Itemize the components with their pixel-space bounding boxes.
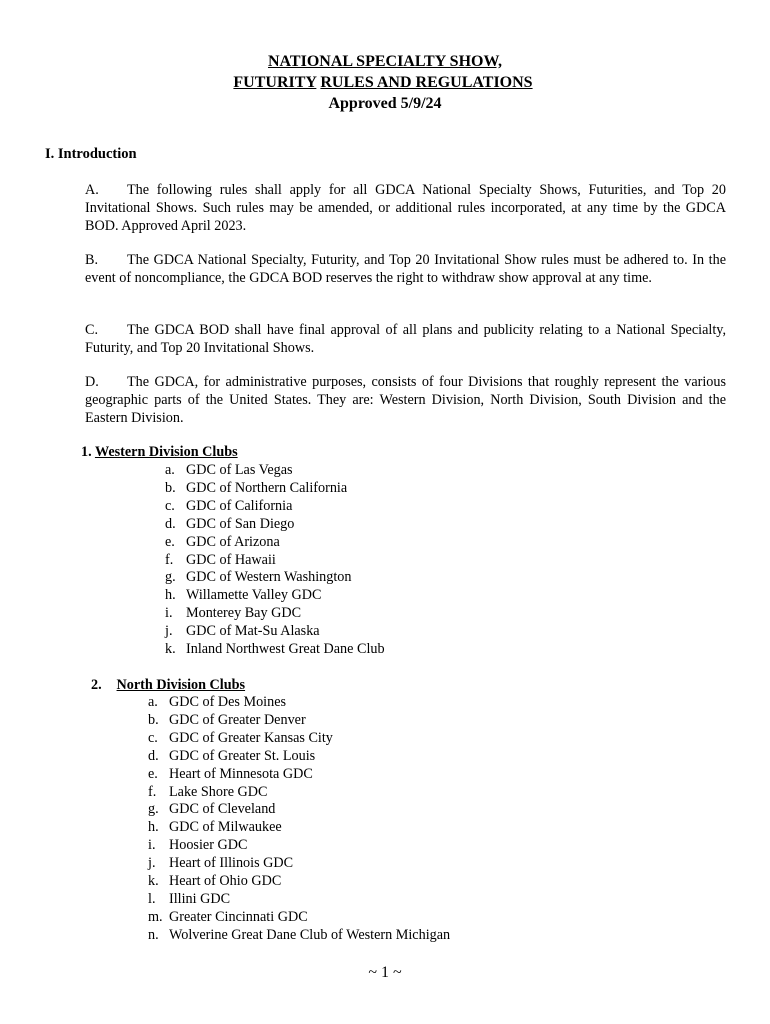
club-name: GDC of Mat-Su Alaska	[186, 623, 320, 640]
club-item-letter: c.	[165, 497, 175, 514]
club-name: Hoosier GDC	[169, 837, 248, 854]
club-item-letter: f.	[148, 783, 157, 800]
paragraph-c	[85, 322, 726, 358]
club-name: Willamette Valley GDC	[186, 587, 322, 604]
club-item-letter: a.	[148, 694, 158, 710]
club-name: GDC of Greater St. Louis	[169, 747, 316, 764]
club-list-item	[148, 784, 450, 802]
club-item-letter: a.	[165, 462, 175, 478]
club-item-letter: n.	[148, 926, 159, 943]
club-item-letter: d.	[148, 747, 159, 764]
north-division-number: 2.	[91, 677, 102, 693]
club-item-letter: e.	[148, 765, 158, 782]
club-item-letter: l.	[148, 890, 156, 907]
club-list-item	[148, 819, 450, 837]
club-name: GDC of Greater Denver	[169, 711, 306, 728]
club-name: GDC of San Diego	[186, 515, 295, 532]
club-item-letter: e.	[165, 533, 175, 550]
club-name: GDC of Des Moines	[169, 694, 287, 710]
page-number: ~ 1 ~	[368, 964, 402, 981]
document-title-line1: NATIONAL SPECIALTY SHOW,	[268, 53, 502, 70]
club-list-item	[148, 873, 450, 891]
club-list-item	[148, 855, 450, 873]
club-list-item	[165, 480, 385, 498]
club-name: GDC of Las Vegas	[186, 462, 293, 478]
paragraph-text: The following rules shall apply for all GDCA National Specialty Shows, Futurities, and Top 20 Invitational Shows. Such rules may be amended, or additional rules incorporated, at any time by the GDCA BOD. Approved April 2023.	[85, 182, 726, 234]
club-list-item	[165, 498, 385, 516]
club-item-letter: b.	[148, 711, 159, 728]
document-title-line2	[0, 73, 770, 93]
club-list-item	[165, 623, 385, 641]
paragraph-label: B.	[85, 252, 99, 268]
section-heading-introduction: I. Introduction	[45, 146, 137, 162]
paragraph-text: The GDCA, for administrative purposes, consists of four Divisions that roughly represent the various geographic parts of the United States. They are: Western Division, North Division, South Division and the Eastern Division.	[85, 374, 726, 426]
club-list-item	[165, 569, 385, 587]
western-division-number: 1.	[81, 444, 92, 460]
paragraph-d	[85, 374, 726, 427]
club-name: Wolverine Great Dane Club of Western Michigan	[169, 926, 451, 943]
club-name: GDC of Greater Kansas City	[169, 729, 333, 746]
club-item-letter: g.	[165, 569, 176, 586]
club-list-item	[148, 909, 450, 927]
club-item-letter: b.	[165, 479, 176, 496]
club-name: GDC of Western Washington	[186, 569, 352, 586]
club-list-item	[148, 766, 450, 784]
club-name: Monterey Bay GDC	[186, 605, 302, 622]
club-item-letter: h.	[165, 587, 176, 604]
club-item-letter: i.	[165, 605, 173, 622]
paragraph-label: D.	[85, 374, 99, 390]
paragraph-b	[85, 252, 726, 288]
club-list-item	[148, 891, 450, 909]
club-item-letter: j.	[148, 855, 156, 872]
north-division-title: North Division Clubs	[116, 677, 246, 693]
club-list-item	[165, 534, 385, 552]
club-name: Heart of Illinois GDC	[169, 855, 294, 872]
document-approval-date: Approved 5/9/24	[328, 95, 442, 112]
paragraph-label: C.	[85, 322, 99, 338]
club-list-item	[148, 730, 450, 748]
club-item-letter: k.	[165, 641, 176, 658]
club-list-item	[165, 462, 385, 480]
paragraph-text: The GDCA BOD shall have final approval of all plans and publicity relating to a National Specialty, Futurity, and Top 20 Invitational Shows.	[85, 322, 726, 356]
western-division-heading	[81, 444, 238, 461]
club-item-letter: g.	[148, 801, 159, 818]
club-list-item	[148, 748, 450, 766]
club-item-letter: c.	[148, 729, 158, 746]
club-item-letter: m.	[148, 908, 163, 925]
club-item-letter: k.	[148, 873, 159, 890]
title-futurity: FUTURITY	[233, 74, 317, 91]
paragraph-label: A.	[85, 182, 99, 198]
club-name: GDC of California	[186, 497, 293, 514]
club-name: GDC of Arizona	[186, 533, 280, 550]
club-name: Illini GDC	[169, 890, 231, 907]
club-name: GDC of Cleveland	[169, 801, 276, 818]
club-name: Heart of Minnesota GDC	[169, 765, 313, 782]
club-item-letter: j.	[165, 623, 173, 640]
paragraph-a	[85, 182, 726, 235]
club-list-item	[148, 837, 450, 855]
club-name: GDC of Milwaukee	[169, 819, 282, 836]
club-list-item	[165, 605, 385, 623]
club-list-item	[165, 516, 385, 534]
club-list-item	[165, 641, 385, 659]
club-name: GDC of Northern California	[186, 479, 348, 496]
club-item-letter: i.	[148, 837, 156, 854]
club-item-letter: d.	[165, 515, 176, 532]
club-name: Inland Northwest Great Dane Club	[186, 641, 385, 658]
western-division-title: Western Division Clubs	[94, 444, 238, 460]
club-item-letter: h.	[148, 819, 159, 836]
club-name: Heart of Ohio GDC	[169, 873, 282, 890]
club-list-item	[165, 587, 385, 605]
club-name: GDC of Hawaii	[186, 551, 276, 568]
title-rules-regulations: RULES AND REGULATIONS	[320, 74, 533, 91]
club-list-item	[148, 694, 450, 712]
north-division-heading	[91, 677, 245, 694]
paragraph-text: The GDCA National Specialty, Futurity, and Top 20 Invitational Show rules must be adhered to. In the event of noncompliance, the GDCA BOD reserves the right to withdraw show approval at any time.	[85, 252, 726, 286]
club-name: Greater Cincinnati GDC	[169, 908, 308, 925]
north-division-club-list	[148, 694, 450, 945]
club-list-item	[148, 801, 450, 819]
club-list-item	[148, 927, 450, 945]
club-list-item	[148, 712, 450, 730]
club-list-item	[165, 552, 385, 570]
club-item-letter: f.	[165, 551, 174, 568]
western-division-club-list	[165, 462, 385, 659]
club-name: Lake Shore GDC	[169, 783, 268, 800]
